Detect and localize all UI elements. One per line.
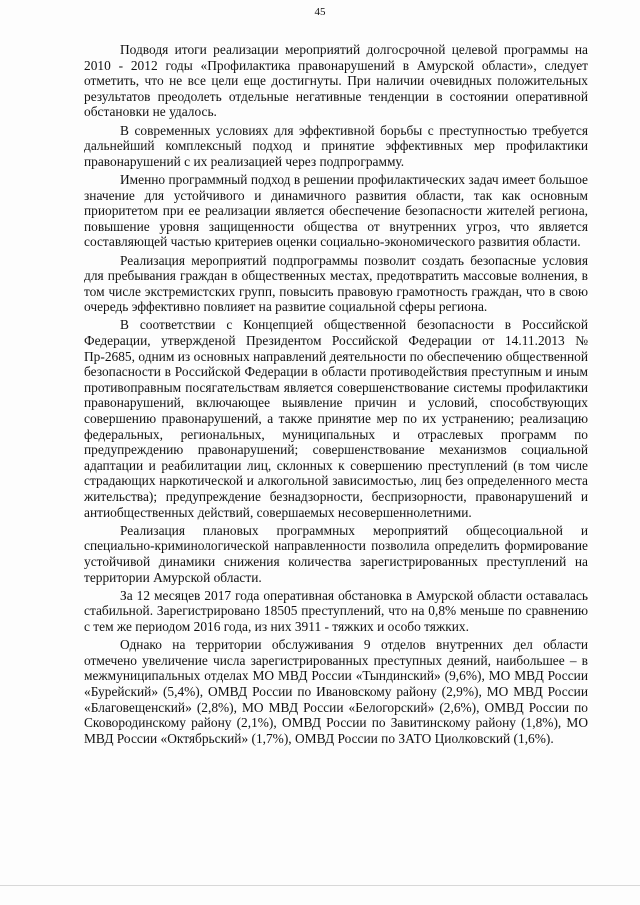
scan-bottom-edge [0,885,640,886]
paragraph-subprogram-implementation: Реализация мероприятий подпрограммы позволит создать безопасные условия для пребывания граждан в общественных местах, предотвратить массовые волнения, в том числе экстремистских групп, повысить правовую грамотность граждан, что в свою очередь эффективно повлияет на развитие социальной сферы региона. [84,252,588,315]
paragraph-planned-measures: Реализация плановых программных мероприятий общесоциальной и специально-криминологической направленности позволила определить формирование устойчивой динамики снижения количества зарегистрированных преступлений на территории Амурской области. [84,522,588,585]
paragraph-comprehensive-approach: В современных условиях для эффективной борьбы с преступностью требуется дальнейший комплексный подход и принятие эффективных мер профилактики правонарушений с их реализацией через подпрограмму. [84,122,588,169]
paragraph-2017-statistics: За 12 месяцев 2017 года оперативная обстановка в Амурской области оставалась стабильной. Зарегистрировано 18505 преступлений, что на 0,8% меньше по сравнению с тем же периодом 2016 года, из них 3911 - тяжких и особо тяжких. [84,587,588,634]
paragraph-security-concept: В соответствии с Концепцией общественной безопасности в Российской Федерации, утвержденой Президентом Российской Федерации от 14.11.2013 № Пр-2685, одним из основных направлений деятельности по обеспечению общественной безопасности в Российской Федерации в области противодействия преступным и иным противоправным посягательствам является совершенствование системы профилактики правонарушений, включающее выявление причин и условий, способствующих совершению правонарушений, а также принятие мер по их устранению; реализацию федеральных, региональных, муниципальных и отраслевых программ по предупреждению правонарушений; совершенствование механизмов социальной адаптации и реабилитации лиц, склонных к совершению преступлений (в том числе страдающих наркотической и алкогольной зависимостью, лиц без определенного места жительства); предупреждение безнадзорности, беспризорности, правонарушений и антиобщественных действий, совершаемых несовершеннолетними. [84,317,588,520]
paragraph-district-increase: Однако на территории обслуживания 9 отделов внутренних дел области отмечено увеличение числа зарегистрированных преступных деяний, наибольшее – в межмуниципальных отделах МО МВД России «Тындинский» (9,6%), МО МВД России «Бурейский» (5,4%), ОМВД России по Ивановскому району (2,9%), МО МВД России «Благовещенский» (2,8%), МО МВД России «Белогорский» (2,6%), ОМВД России по Сковородинскому району (2,1%), ОМВД России по Завитинскому району (1,8%), МО МВД России «Октябрьский» (1,7%), ОМВД России по ЗАТО Циолковский (1,6%). [84,637,588,746]
paragraph-program-results: Подводя итоги реализации мероприятий долгосрочной целевой программы на 2010 - 2012 годы «Профилактика правонарушений в Амурской области», следует отметить, что не все цели еще достигнуты. При наличии очевидных положительных результатов преодолеть отдельные негативные тенденции в состоянии оперативной обстановки не удалось. [84,42,588,120]
paragraph-program-approach: Именно программный подход в решении профилактических задач имеет большое значение для устойчивого и динамичного развития области, так как основным приоритетом при ее реализации является обеспечение безопасности жителей региона, повышение уровня защищенности общества от внутренних угроз, что является составляющей частью критериев оценки социально-экономического развития области. [84,171,588,250]
page-number: 45 [314,6,326,18]
document-body [84,42,588,749]
